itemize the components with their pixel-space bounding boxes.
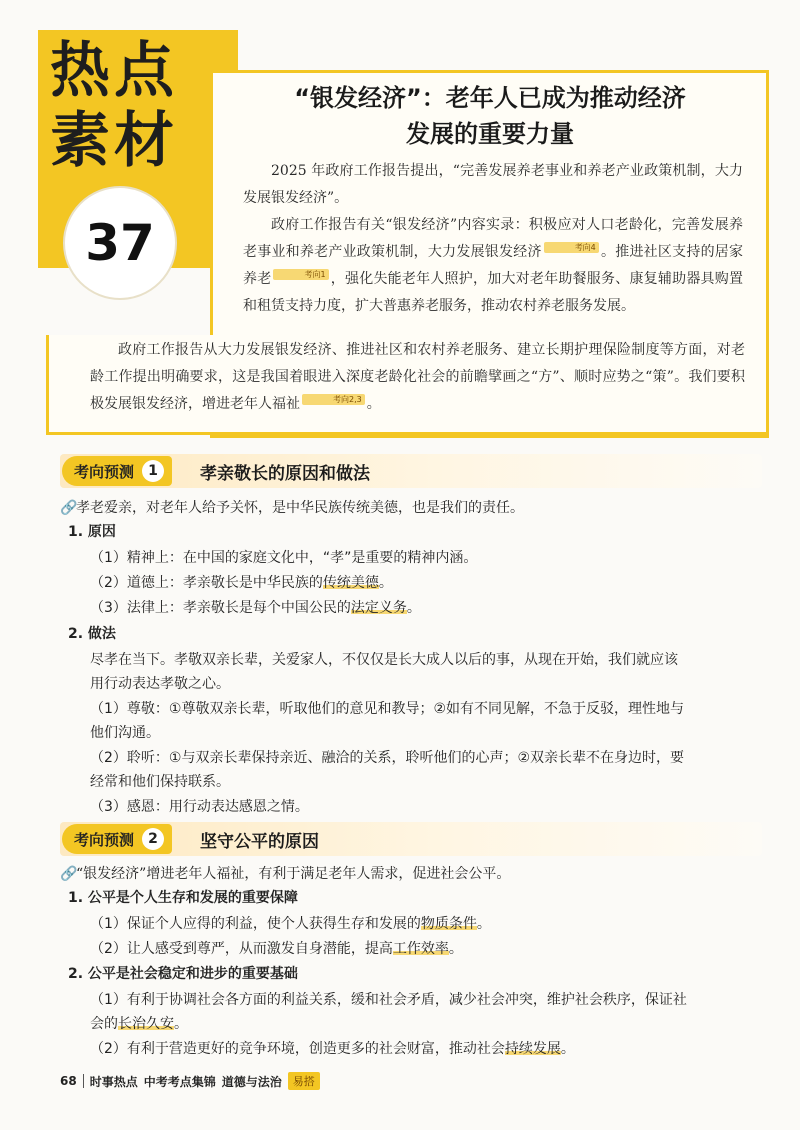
feature-title: “银发经济”：老年人已成为推动经济 发展的重要力量 [294, 84, 686, 148]
link-icon: 🔗 [60, 866, 78, 882]
section-2-number: 2 [142, 828, 164, 850]
list-item: （1）保证个人应得的利益，使个人获得生存和发展的物质条件。 [90, 916, 491, 932]
section-1-tag: 考向预测 1 [62, 456, 172, 486]
highlight: 传统美德 [322, 575, 379, 591]
section-1-intro: 🔗孝老爱亲，对老年人给予关怀，是中华民族传统美德，也是我们的责任。 [60, 496, 760, 520]
list-item: （2）有利于营造更好的竞争环境，创造更多的社会财富，推动社会持续发展。 [90, 1041, 575, 1057]
highlight: 工作效率 [392, 941, 449, 957]
topic-number: 37 [63, 186, 177, 300]
footer-divider [83, 1074, 84, 1088]
section-1-title: 孝亲敬长的原因和做法 [200, 464, 370, 484]
list-item: （1）有利于协调社会各方面的利益关系，缓和社会矛盾，减少社会冲突，维护社会秩序，保证社 [90, 992, 687, 1008]
list-item: （1）尊敬：①尊敬双亲长辈，听取他们的意见和教导；②如有不同见解，不急于反驳，理性地与 [90, 701, 685, 717]
list-item: （3）法律上：孝亲敬长是每个中国公民的法定义务。 [90, 600, 421, 616]
section-2-title: 坚守公平的原因 [200, 832, 319, 852]
highlight: 持续发展 [504, 1041, 561, 1057]
highlight: 物质条件 [420, 916, 477, 932]
book-subject: 道德与法治 [221, 1074, 282, 1089]
hot-topic-label: 热点 素材 [50, 36, 178, 176]
page-footer [60, 1070, 320, 1092]
list-item: 他们沟通。 [90, 725, 160, 741]
link-icon: 🔗 [60, 500, 78, 516]
reference-badge: 考向4 [544, 242, 599, 253]
list-item: 会的长治久安。 [90, 1016, 188, 1032]
list-item: 尽孝在当下。孝敬双亲长辈，关爱家人，不仅仅是长大成人以后的事，从现在开始，我们就应该 [90, 652, 678, 668]
section-2-intro: 🔗“银发经济”增进老年人福祉，有利于满足老年人需求，促进社会公平。 [60, 862, 760, 886]
list-item: 用行动表达孝敬之心。 [90, 676, 230, 692]
section-1-number: 1 [142, 460, 164, 482]
highlight: 长治久安 [118, 1016, 174, 1032]
section-2-heading-2: 2. 公平是社会稳定和进步的重要基础 [68, 966, 298, 982]
feature-paragraph-2: 政府工作报告有关“银发经济”内容实录：积极应对人口老龄化，完善发展养老事业和养老产业政策机制，大力发展银发经济 考向4 。推进社区支持的居家养老 考向1 ，强化失能老年人照护，加大对老年助餐服务、康复辅助器具购置和租赁支持力度，扩大普惠养老服务，推动农村养老服务发展。 [243, 217, 744, 314]
section-2-heading-1: 1. 公平是个人生存和发展的重要保障 [68, 890, 298, 906]
list-item: （2）让人感受到尊严，从而激发自身潜能，提高工作效率。 [90, 941, 463, 957]
section-1-heading-2: 2. 做法 [68, 626, 116, 642]
book-title: 中考考点集锦 [143, 1074, 216, 1089]
feature-paragraph-3: 政府工作报告从大力发展银发经济、推进社区和农村养老服务、建立长期护理保险制度等方面，对老龄工作提出明确要求，这是我国着眼进入深度老龄化社会的前瞻擘画之“方”、顺时应势之“策”。我们要积极发展银发经济，增进老年人福祉 考向2,3 。 [90, 342, 745, 412]
highlight: 法定义务 [350, 600, 407, 616]
list-item: （2）道德上：孝亲敬长是中华民族的传统美德。 [90, 575, 393, 591]
section-1-heading-1: 1. 原因 [68, 524, 116, 540]
list-item: （2）聆听：①与双亲长辈保持亲近、融洽的关系，聆听他们的心声；②双亲长辈不在身边时，要 [90, 750, 685, 766]
book-series: 时事热点 [89, 1074, 138, 1089]
page-number: 68 [60, 1074, 77, 1088]
feature-paragraph-1: 2025 年政府工作报告提出，“完善发展养老事业和养老产业政策机制，大力发展银发经济”。 [243, 163, 743, 206]
publisher-badge: 易搭 [288, 1072, 320, 1090]
list-item: （3）感恩：用行动表达感恩之情。 [90, 799, 309, 815]
list-item: （1）精神上：在中国的家庭文化中，“孝”是重要的精神内涵。 [90, 550, 478, 566]
reference-badge: 考向1 [273, 269, 328, 280]
section-2-tag: 考向预测 2 [62, 824, 172, 854]
list-item: 经常和他们保持联系。 [90, 774, 230, 790]
reference-badge: 考向2,3 [302, 394, 365, 405]
